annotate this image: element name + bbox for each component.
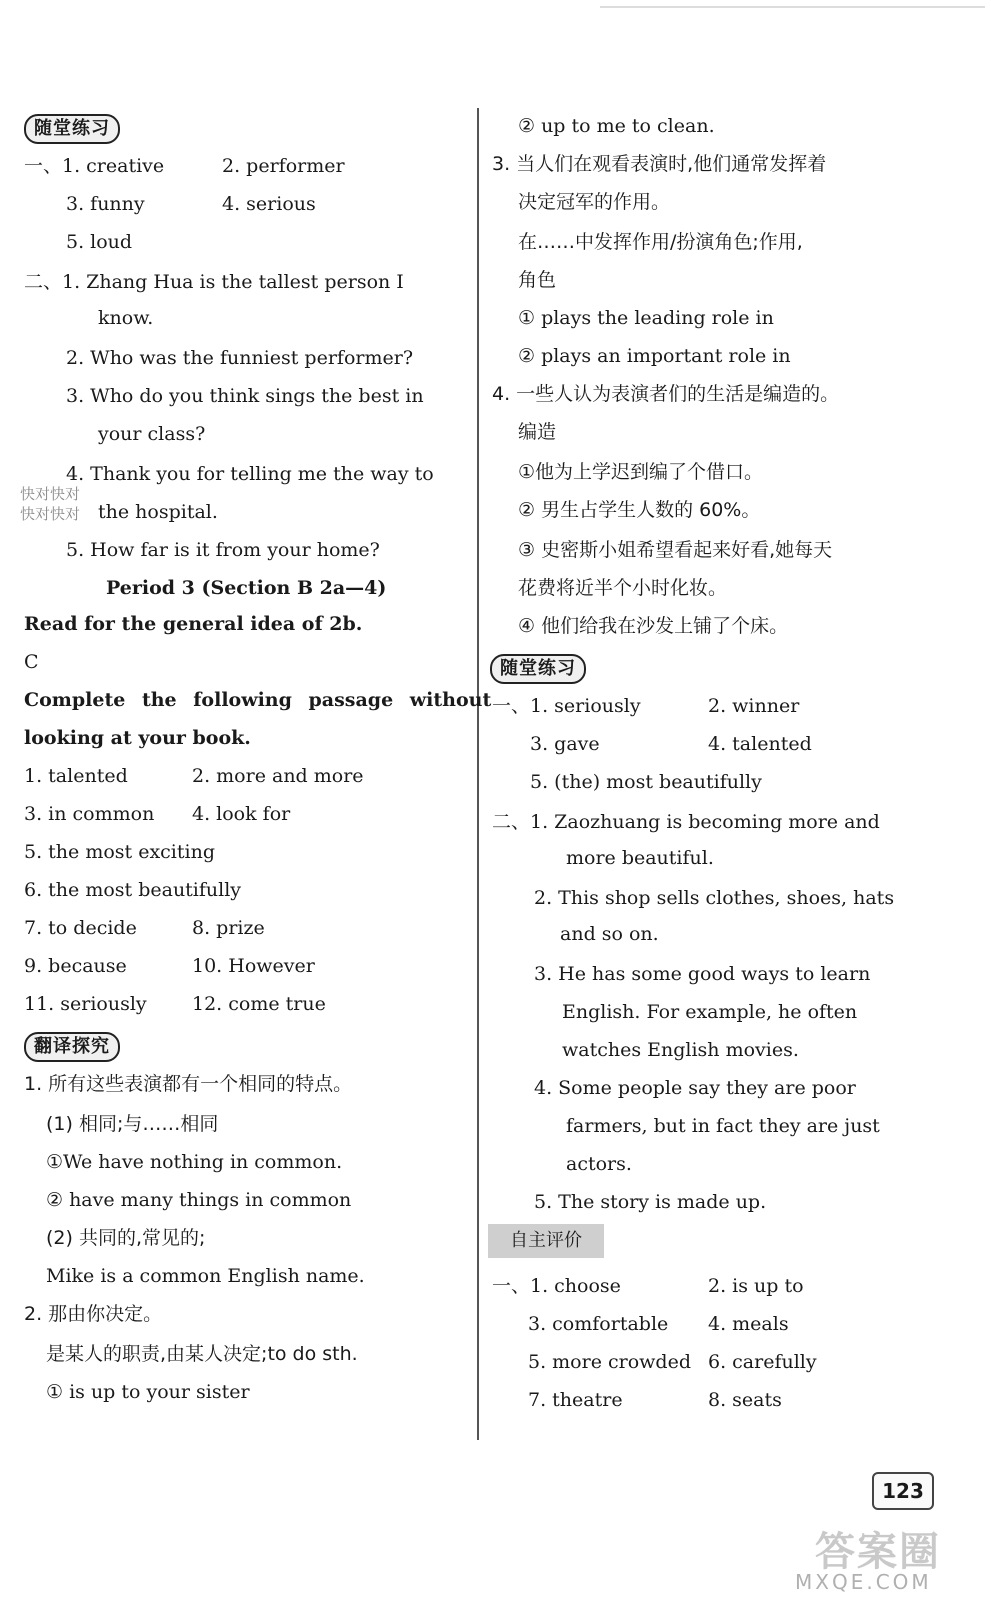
- answer-line: ① plays the leading role in: [518, 307, 774, 329]
- answer-line: 5. the most exciting: [24, 841, 215, 863]
- section-badge-practice: 随堂练习: [490, 654, 586, 684]
- section-badge-self-evaluation: 自主评价: [488, 1224, 604, 1258]
- answer-line: (2) 共同的,常见的;: [46, 1227, 206, 1249]
- answer-line: 4. talented: [708, 733, 812, 755]
- answer-line: ② have many things in common: [46, 1189, 352, 1211]
- task-heading: Complete the following passage without: [24, 689, 492, 711]
- answer-line: 12. come true: [192, 993, 326, 1015]
- answer-line: 3. funny: [66, 193, 145, 215]
- answer-line: ①We have nothing in common.: [46, 1151, 343, 1173]
- answer-line: 9. because: [24, 955, 127, 977]
- answer-line: 3. Who do you think sings the best in: [66, 385, 424, 407]
- answer-line: farmers, but in fact they are just: [566, 1115, 880, 1137]
- watermark-url: MXQE.COM: [795, 1570, 932, 1594]
- answer-line: 角色: [518, 269, 557, 291]
- answer-line: 2. more and more: [192, 765, 364, 787]
- answer-line: 10. However: [192, 955, 315, 977]
- answer-line: 一、1. choose: [492, 1275, 621, 1297]
- answer-line: ① is up to your sister: [46, 1381, 250, 1403]
- answer-line: 4. 一些人认为表演者们的生活是编造的。: [492, 383, 840, 405]
- answer-line: 3. 当人们在观看表演时,他们通常发挥着: [492, 153, 827, 175]
- answer-line: know.: [98, 307, 154, 329]
- answer-line: ② up to me to clean.: [518, 115, 715, 137]
- answer-line: 7. to decide: [24, 917, 137, 939]
- answer-line: 编造: [518, 421, 557, 443]
- answer-line: 6. the most beautifully: [24, 879, 242, 901]
- answer-line: 2. This shop sells clothes, shoes, hats: [534, 887, 895, 909]
- answer-line: 1. 所有这些表演都有一个相同的特点。: [24, 1073, 353, 1095]
- page-number: 123: [872, 1472, 934, 1510]
- answer-line: ④ 他们给我在沙发上铺了个床。: [518, 615, 789, 637]
- answer-line: 4. Thank you for telling me the way to: [66, 463, 434, 485]
- task-heading: Read for the general idea of 2b.: [24, 613, 363, 635]
- answer-line: 7. theatre: [528, 1389, 623, 1411]
- answer-line: ② 男生占学生人数的 60%。: [518, 499, 761, 521]
- answer-line: 二、1. Zaozhuang is becoming more and: [492, 811, 880, 833]
- answer-line: 8. prize: [192, 917, 265, 939]
- column-divider: [477, 108, 479, 1440]
- answer-line: your class?: [98, 423, 206, 445]
- answer-line: 2. Who was the funniest performer?: [66, 347, 414, 369]
- answer-line: 3. comfortable: [528, 1313, 669, 1335]
- answer-line: 2. 那由你决定。: [24, 1303, 163, 1325]
- answer-line: 1. talented: [24, 765, 128, 787]
- answer-line: Mike is a common English name.: [46, 1265, 365, 1287]
- watermark-text: 快对快对 快对快对: [20, 485, 81, 523]
- answer-line: the hospital.: [98, 501, 218, 523]
- answer-line: 4. meals: [708, 1313, 789, 1335]
- answer-line: (1) 相同;与……相同: [46, 1113, 219, 1135]
- section-badge-translation: 翻译探究: [24, 1032, 120, 1062]
- answer-line: 4. Some people say they are poor: [534, 1077, 856, 1099]
- answer-line: 一、1. creative: [24, 155, 165, 177]
- answer-line: watches English movies.: [562, 1039, 799, 1061]
- answer-line: actors.: [566, 1153, 632, 1175]
- section-badge-practice: 随堂练习: [24, 114, 120, 144]
- answer-line: 8. seats: [708, 1389, 782, 1411]
- answer-line: 4. look for: [192, 803, 291, 825]
- answer-line: 11. seriously: [24, 993, 147, 1015]
- answer-line: 是某人的职责,由某人决定;to do sth.: [46, 1343, 358, 1365]
- answer-line: 在……中发挥作用/扮演角色;作用,: [518, 231, 803, 253]
- answer-line: 3. in common: [24, 803, 155, 825]
- answer-line: ①他为上学迟到编了个借口。: [518, 461, 764, 483]
- answer-line: 花费将近半个小时化妆。: [518, 577, 728, 599]
- answer-line: 2. performer: [222, 155, 345, 177]
- answer-line: and so on.: [560, 923, 659, 945]
- answer-line: 2. is up to: [708, 1275, 804, 1297]
- top-rule: [600, 6, 985, 8]
- answer-line: 一、1. seriously: [492, 695, 641, 717]
- answer-line: 5. How far is it from your home?: [66, 539, 380, 561]
- answer-line: more beautiful.: [566, 847, 714, 869]
- answer-line: 5. more crowded: [528, 1351, 691, 1373]
- watermark-logo: 答案圈: [815, 1529, 941, 1575]
- answer-line: 6. carefully: [708, 1351, 817, 1373]
- answer-line: ② plays an important role in: [518, 345, 791, 367]
- answer-line: English. For example, he often: [562, 1001, 858, 1023]
- period-heading: Period 3 (Section B 2a—4): [106, 577, 387, 599]
- answer-line: 5. (the) most beautifully: [530, 771, 762, 793]
- answer-line: 2. winner: [708, 695, 800, 717]
- answer-line: 决定冠军的作用。: [518, 191, 671, 213]
- answer-line: 二、1. Zhang Hua is the tallest person I: [24, 271, 404, 293]
- answer-line: 4. serious: [222, 193, 316, 215]
- answer-line: 5. The story is made up.: [534, 1191, 767, 1213]
- answer-line: 3. gave: [530, 733, 600, 755]
- answer-line: ③ 史密斯小姐希望看起来好看,她每天: [518, 539, 833, 561]
- answer-line: 3. He has some good ways to learn: [534, 963, 871, 985]
- answer-line: 5. loud: [66, 231, 133, 253]
- answer-line: C: [24, 651, 39, 673]
- task-heading: looking at your book.: [24, 727, 251, 749]
